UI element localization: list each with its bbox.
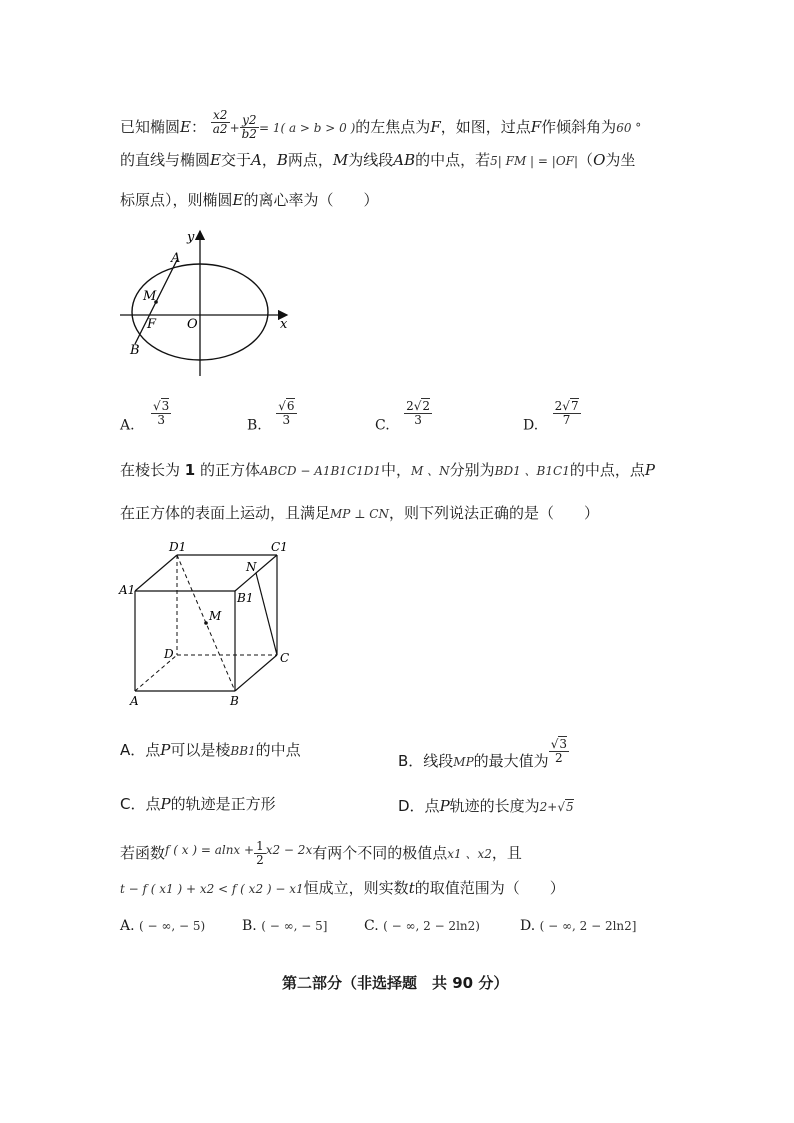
- label-o: O: [187, 317, 198, 332]
- section-title: 第二部分（非选择题 共 90 分）: [282, 974, 509, 992]
- label-a: A: [171, 251, 181, 266]
- q1-option-a[interactable]: A. $\frac{√3}{3}$: [120, 399, 170, 434]
- q2-line2: 在正方体的表面上运动，且满足MP ⊥ CN，则下列说法正确的是（ ）: [120, 504, 599, 522]
- svg-text:N: N: [246, 560, 257, 574]
- q1-eq-frac-y: $\frac{y2}{b2}$: [241, 113, 257, 141]
- svg-text:B: B: [230, 694, 239, 708]
- svg-text:C: C: [280, 651, 290, 665]
- svg-text:C1: C1: [271, 540, 288, 554]
- q1-ellipse-figure: [115, 226, 305, 381]
- q3-option-a[interactable]: A. ( − ∞, − 5): [120, 918, 206, 934]
- svg-text:A1: A1: [119, 583, 136, 597]
- q1-option-b[interactable]: B. $\frac{√6}{3}$: [247, 399, 295, 434]
- point-m-dot: [204, 621, 208, 625]
- q3-option-d[interactable]: D. ( − ∞, 2 − 2ln2]: [520, 918, 637, 934]
- label-x: x: [280, 317, 288, 332]
- q1-line3: 标原点），则椭圆E的离心率为（ ）: [120, 191, 379, 209]
- q1-line2: 的直线与椭圆E交于A，B两点，M为线段AB的中点，若5| FM | = |OF|（O为坐: [120, 151, 636, 169]
- svg-text:A: A: [130, 694, 139, 708]
- label-b: B: [130, 343, 140, 358]
- label-m: M: [143, 289, 157, 304]
- q1-option-c[interactable]: C. $\frac{2√2}{3}$: [375, 399, 431, 434]
- q2-option-c[interactable]: C．点P的轨迹是正方形: [120, 795, 276, 813]
- label-y: y: [187, 230, 195, 245]
- q2-line1: 在棱长为 1 的正方体ABCD − A1B1C1D1中，M 、N分别为BD1 、B1C1的中点，点P: [120, 461, 655, 479]
- q3-line2: t − f ( x1 ) + x2 < f ( x2 ) − x1恒成立，则实数t的取值范围为（ ）: [120, 879, 565, 897]
- q2-option-b[interactable]: B．线段$_{MP}$的最大值为 $\frac{√3}{2}$: [398, 737, 567, 770]
- q3-line1: 若函数$^{f ( x ) = alnx +}$ $\frac{1}{2}$ $^{x2 - 2x}$有两个不同的极值点x1 、x2，且: [120, 839, 522, 867]
- q1-option-d[interactable]: D. $\frac{2√7}{7}$: [523, 399, 579, 434]
- svg-text:D1: D1: [169, 540, 187, 554]
- q2-option-d[interactable]: D．点P轨迹的长度为2+√5: [398, 797, 574, 815]
- q1-eq-frac-x: $\frac{x2}{a2}$: [212, 108, 228, 136]
- q2-cube-figure: [115, 538, 305, 710]
- q2-option-a[interactable]: A．点P可以是棱BB1的中点: [120, 741, 301, 759]
- q1-line1: 已知椭圆E： $\frac{x2}{a2}$ + $\frac{y2}{b2}$ = 1( a > b > 0 )的左焦点为F，如图，过点F作倾斜角为60 °: [120, 108, 642, 141]
- q3-option-b[interactable]: B. ( − ∞, − 5]: [242, 918, 328, 934]
- svg-text:B1: B1: [237, 591, 254, 605]
- q3-option-c[interactable]: C. ( − ∞, 2 − 2ln2): [364, 918, 480, 934]
- label-f: F: [147, 317, 157, 332]
- svg-text:M: M: [209, 609, 222, 623]
- svg-text:D: D: [164, 647, 174, 661]
